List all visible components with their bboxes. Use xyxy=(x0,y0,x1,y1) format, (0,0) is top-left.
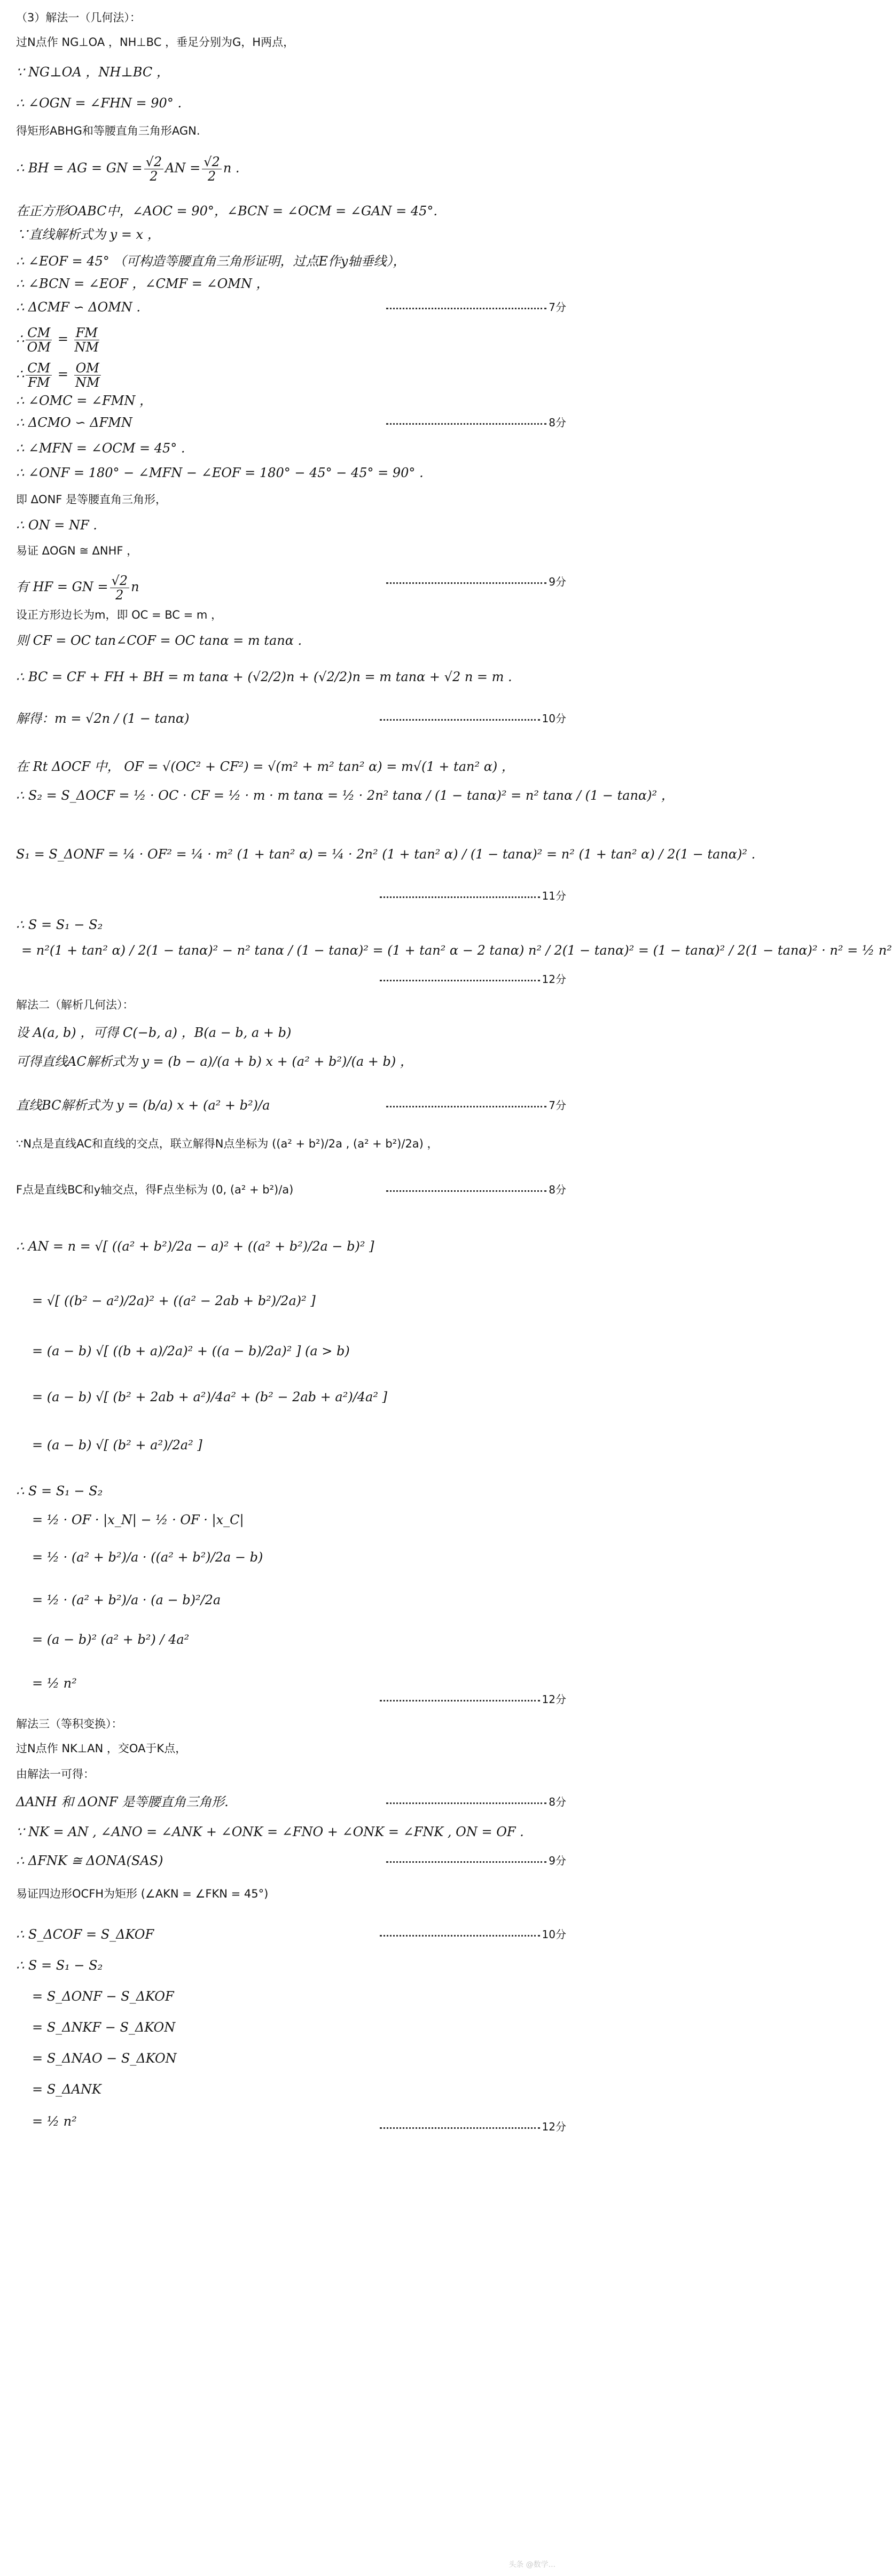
text-segment: ∴ ∠MFN = ∠OCM = 45° . xyxy=(16,441,185,456)
dotted-leader xyxy=(386,1105,546,1107)
text-segment: ∴ S₂ = S_ΔOCF = ½ · OC · CF = ½ · m · m tanα = ½ · 2n² tanα / (1 − tanα)² = n² tanα / (1 − tanα)² ， xyxy=(16,788,674,803)
score-marker xyxy=(299,1097,566,1114)
solution-line xyxy=(32,2081,569,2098)
score-label: 9分 xyxy=(549,1854,566,1867)
solution-line xyxy=(16,440,569,457)
score-marker xyxy=(299,415,566,431)
text-segment: = ½ · (a² + b²)/a · (a − b)²/2a xyxy=(32,1593,221,1607)
text-segment: 过N点作 NK⊥AN ，交OA于K点， xyxy=(16,1742,187,1755)
text-segment: 则 CF = OC tan∠COF = OC tanα = m tanα . xyxy=(16,633,302,648)
solution-line xyxy=(16,1053,569,1071)
text-segment: F点是直线BC和y轴交点，得F点坐标为 (0, (a² + b²)/a) xyxy=(16,1183,294,1196)
text-segment: ∵N点是直线AC和直线的交点，联立解得N点坐标为 ((a² + b²)/2a , (a² + b²)/2a) ， xyxy=(16,1137,439,1150)
dotted-leader xyxy=(386,307,546,309)
text-segment: ∴ ∠ONF = 180° − ∠MFN − ∠EOF = 180° − 45° − 45° = 90° . xyxy=(16,465,424,480)
score-label: 11分 xyxy=(542,889,566,902)
score-label: 8分 xyxy=(549,1796,566,1808)
solution-line xyxy=(16,1886,569,1902)
solution-line xyxy=(16,1025,569,1042)
solution-line xyxy=(32,1437,569,1454)
text-segment: ∴ ΔCMO ∽ ΔFMN xyxy=(16,415,132,430)
solution-line xyxy=(16,227,569,244)
dotted-leader xyxy=(380,1934,540,1937)
score-label: 12分 xyxy=(542,2120,566,2133)
solution-line xyxy=(16,1824,569,1841)
solution-line xyxy=(32,1343,569,1360)
text-segment: = S_ΔANK xyxy=(32,2082,101,2097)
fraction xyxy=(144,155,164,183)
score-marker xyxy=(299,1853,566,1869)
text-segment: = ½ n² xyxy=(32,2114,77,2129)
text-segment: 易证四边形OCFH为矩形 (∠AKN = ∠FKN = 45°) xyxy=(16,1887,269,1900)
text-segment: ∴ S = S₁ − S₂ xyxy=(16,917,103,932)
text-segment: = (a − b)² (a² + b²) / 4a² xyxy=(32,1632,190,1647)
text-segment: ∴ ON = NF . xyxy=(16,518,97,533)
text-segment: = S_ΔONF − S_ΔKOF xyxy=(32,1989,174,2004)
score-marker xyxy=(299,1691,566,1708)
text-segment: 解法三（等积变换）： xyxy=(16,1718,123,1730)
solution-line xyxy=(16,669,569,685)
fraction xyxy=(110,574,130,602)
text-segment: 在 Rt ΔOCF 中， OF = √(OC² + CF²) = √(m² + m² tan² α) = m√(1 + tan² α) ， xyxy=(16,759,514,774)
score-label: 12分 xyxy=(542,973,566,986)
dotted-leader xyxy=(386,422,546,425)
text-segment: ∴ ∠EOF = 45° （可构造等腰直角三角形证明，过点E作y轴垂线）， xyxy=(16,254,406,269)
fraction-numerator: √2 xyxy=(144,155,164,169)
solution-line xyxy=(16,465,569,482)
text-segment: 由解法一可得： xyxy=(16,1768,95,1781)
fraction-numerator: CM xyxy=(26,326,52,340)
fraction xyxy=(74,326,99,354)
score-label: 10分 xyxy=(542,1928,566,1941)
solution-line xyxy=(32,1988,569,2005)
text-segment: n . xyxy=(223,160,240,176)
text-segment: 即 ΔONF 是等腰直角三角形， xyxy=(16,493,167,506)
text-segment: 解法二（解析几何法）： xyxy=(16,998,134,1011)
text-segment: = (a − b) √[ (b² + 2ab + a²)/4a² + (b² − 2ab + a²)/4a² ] xyxy=(32,1390,387,1404)
fraction xyxy=(26,326,52,354)
text-segment: 在正方形OABC中，∠AOC = 90°，∠BCN = ∠OCM = ∠GAN = 45°. xyxy=(16,204,437,218)
dotted-leader xyxy=(386,1801,546,1804)
text-segment: = n²(1 + tan² α) / 2(1 − tanα)² − n² tanα / (1 − tanα)² = (1 + tan² α − 2 tanα) n² / 2(1 − tanα)² = (1 − tanα)² / 2(1 − tanα)² · n² = ½ n² xyxy=(21,943,892,958)
text-segment: = S_ΔNAO − S_ΔKON xyxy=(32,2051,177,2066)
score-marker xyxy=(299,1794,566,1810)
text-segment: = ½ · (a² + b²)/a · ((a² + b²)/2a − b) xyxy=(32,1550,263,1565)
text-segment: ∴ ΔFNK ≅ ΔONA(SAS) xyxy=(16,1853,163,1868)
dotted-leader xyxy=(380,895,540,898)
text-segment: 设正方形边长为m，即 OC = BC = m ， xyxy=(16,608,223,621)
equals-sign: = xyxy=(53,366,73,382)
fraction xyxy=(74,361,101,389)
solution-line xyxy=(16,491,569,508)
solution-line xyxy=(32,1632,569,1649)
solution-line xyxy=(16,155,569,183)
solution-line xyxy=(16,607,569,623)
text-segment: 解得：m = √2n / (1 − tanα) xyxy=(16,711,190,726)
text-segment: 易证 ΔOGN ≅ ΔNHF ， xyxy=(16,544,138,557)
text-segment: = S_ΔNKF − S_ΔKON xyxy=(32,2020,176,2035)
text-segment: 直线BC解析式为 y = (b/a) x + (a² + b²)/a xyxy=(16,1098,270,1113)
text-segment: ∴ xyxy=(16,331,25,347)
fraction-denominator: 2 xyxy=(150,169,158,184)
solution-line xyxy=(16,517,569,534)
score-label: 9分 xyxy=(549,575,566,588)
dotted-leader xyxy=(380,718,540,721)
solution-line xyxy=(16,123,569,139)
text-segment: ∴ BC = CF + FH + BH = m tanα + (√2/2)n + (√2/2)n = m tanα + √2 n = m . xyxy=(16,669,512,684)
text-segment: 过N点作 NG⊥OA ，NH⊥BC ，垂足分别为G，H两点， xyxy=(16,36,295,49)
fraction-denominator: NM xyxy=(74,340,99,355)
text-segment: S₁ = S_ΔONF = ¼ · OF² = ¼ · m² (1 + tan² α) = ¼ · 2n² (1 + tan² α) / (1 − tanα)² = n² (1 + tan² α) / 2(1 − tanα)² . xyxy=(16,847,756,862)
text-segment: ∴ ∠OGN = ∠FHN = 90° . xyxy=(16,96,182,111)
text-segment: ΔANH 和 ΔONF 是等腰直角三角形. xyxy=(16,1794,229,1809)
solution-line xyxy=(16,203,569,220)
solution-line xyxy=(16,1716,569,1732)
text-segment: ∵直线解析式为 y = x ， xyxy=(16,227,160,242)
solution-line xyxy=(32,1549,569,1566)
text-segment: ∴ ∠OMC = ∠FMN ， xyxy=(16,393,152,408)
text-segment: 有 HF = GN = xyxy=(16,579,108,595)
text-segment: ∴ ∠BCN = ∠EOF ，∠CMF = ∠OMN ， xyxy=(16,276,269,291)
solution-line xyxy=(16,1766,569,1783)
solution-line xyxy=(16,846,756,863)
fraction-denominator: NM xyxy=(75,375,100,390)
text-segment: = ½ · OF · |x_N| − ½ · OF · |x_C| xyxy=(32,1512,244,1527)
dotted-leader xyxy=(386,581,546,584)
solution-line xyxy=(16,361,569,389)
score-label: 12分 xyxy=(542,1693,566,1706)
text-segment: （3）解法一（几何法）： xyxy=(16,11,141,24)
fraction-numerator: √2 xyxy=(202,155,222,169)
fraction xyxy=(202,155,222,183)
solution-line xyxy=(16,759,569,776)
score-marker xyxy=(299,888,566,904)
dotted-leader xyxy=(380,2126,540,2129)
solution-line xyxy=(16,917,569,934)
fraction-denominator: 2 xyxy=(115,588,124,603)
text-segment: 设 A(a, b) ，可得 C(−b, a) ，B(a − b, a + b) xyxy=(16,1025,292,1040)
text-segment: ∴ xyxy=(16,366,25,382)
solution-line xyxy=(16,1238,569,1255)
text-segment: = (a − b) √[ (b² + a²)/2a² ] xyxy=(32,1438,202,1453)
solution-line xyxy=(21,942,892,959)
solution-line xyxy=(16,34,569,51)
solution-line xyxy=(16,787,674,804)
solution-line xyxy=(32,2050,569,2067)
fraction-denominator: FM xyxy=(28,375,50,390)
score-label: 7分 xyxy=(549,301,566,314)
score-marker xyxy=(299,1926,566,1943)
score-marker xyxy=(299,2119,566,2135)
solution-line xyxy=(16,997,569,1013)
solution-line xyxy=(16,633,569,650)
score-label: 10分 xyxy=(542,712,566,725)
text-segment: ∴ S = S₁ − S₂ xyxy=(16,1484,103,1498)
text-segment: n xyxy=(131,579,139,595)
text-segment: ∵ NG⊥OA ，NH⊥BC ， xyxy=(16,65,169,80)
dotted-leader xyxy=(380,979,540,981)
score-label: 8分 xyxy=(549,416,566,429)
text-segment: = √[ ((b² − a²)/2a)² + ((a² − 2ab + b²)/2a)² ] xyxy=(32,1293,316,1308)
solution-line xyxy=(32,1389,569,1406)
text-segment: = ½ n² xyxy=(32,1676,77,1691)
solution-line xyxy=(32,1293,569,1310)
dotted-leader xyxy=(380,1699,540,1701)
solution-line xyxy=(16,1483,569,1500)
watermark: 头条 @数学... xyxy=(508,2561,555,2569)
text-segment: 得矩形ABHG和等腰直角三角形AGN. xyxy=(16,124,200,137)
score-marker xyxy=(299,574,566,590)
text-segment: ∴ BH = AG = GN = xyxy=(16,160,143,176)
equals-sign: = xyxy=(53,331,73,347)
score-marker xyxy=(299,971,566,988)
solution-line xyxy=(16,253,569,270)
fraction-numerator: OM xyxy=(74,361,101,376)
solution-line xyxy=(16,95,569,112)
solution-line xyxy=(16,326,569,354)
solution-line xyxy=(32,1592,569,1609)
text-segment: ∴ AN = n = √[ ((a² + b²)/2a − a)² + ((a² + b²)/2a − b)² ] xyxy=(16,1239,374,1254)
dotted-leader xyxy=(386,1189,546,1192)
text-segment: 可得直线AC解析式为 y = (b − a)/(a + b) x + (a² + b²)/(a + b) ， xyxy=(16,1054,413,1069)
text-segment: ∵ NK = AN , ∠ANO = ∠ANK + ∠ONK = ∠FNO + ∠ONK = ∠FNK , ON = OF . xyxy=(16,1824,524,1839)
dotted-leader xyxy=(386,1860,546,1863)
score-marker xyxy=(299,711,566,727)
fraction-numerator: √2 xyxy=(110,574,130,588)
text-segment: ∴ ΔCMF ∽ ΔOMN . xyxy=(16,300,141,315)
solution-line xyxy=(16,276,569,293)
solution-line xyxy=(16,1740,569,1757)
text-segment: AN = xyxy=(165,160,201,176)
fraction-denominator: 2 xyxy=(207,169,216,184)
score-label: 7分 xyxy=(549,1099,566,1112)
solution-line xyxy=(16,64,569,81)
score-marker xyxy=(299,1182,566,1198)
fraction-numerator: FM xyxy=(74,326,99,340)
solution-line xyxy=(32,1512,569,1529)
text-segment: ∴ S = S₁ − S₂ xyxy=(16,1958,103,1973)
text-segment: = (a − b) √[ ((b + a)/2a)² + ((a − b)/2a)² ] (a > b) xyxy=(32,1344,350,1359)
fraction-numerator: CM xyxy=(26,361,52,376)
fraction-denominator: OM xyxy=(27,340,51,355)
solution-line xyxy=(16,1957,569,1974)
text-segment: ∴ S_ΔCOF = S_ΔKOF xyxy=(16,1927,154,1942)
solution-line xyxy=(16,393,569,410)
solution-line xyxy=(32,1675,569,1692)
fraction xyxy=(26,361,52,389)
score-marker xyxy=(299,299,566,316)
solution-line xyxy=(16,1136,569,1152)
solution-line xyxy=(16,543,569,559)
solution-line xyxy=(32,2019,569,2036)
solution-line xyxy=(16,10,569,26)
score-label: 8分 xyxy=(549,1183,566,1196)
